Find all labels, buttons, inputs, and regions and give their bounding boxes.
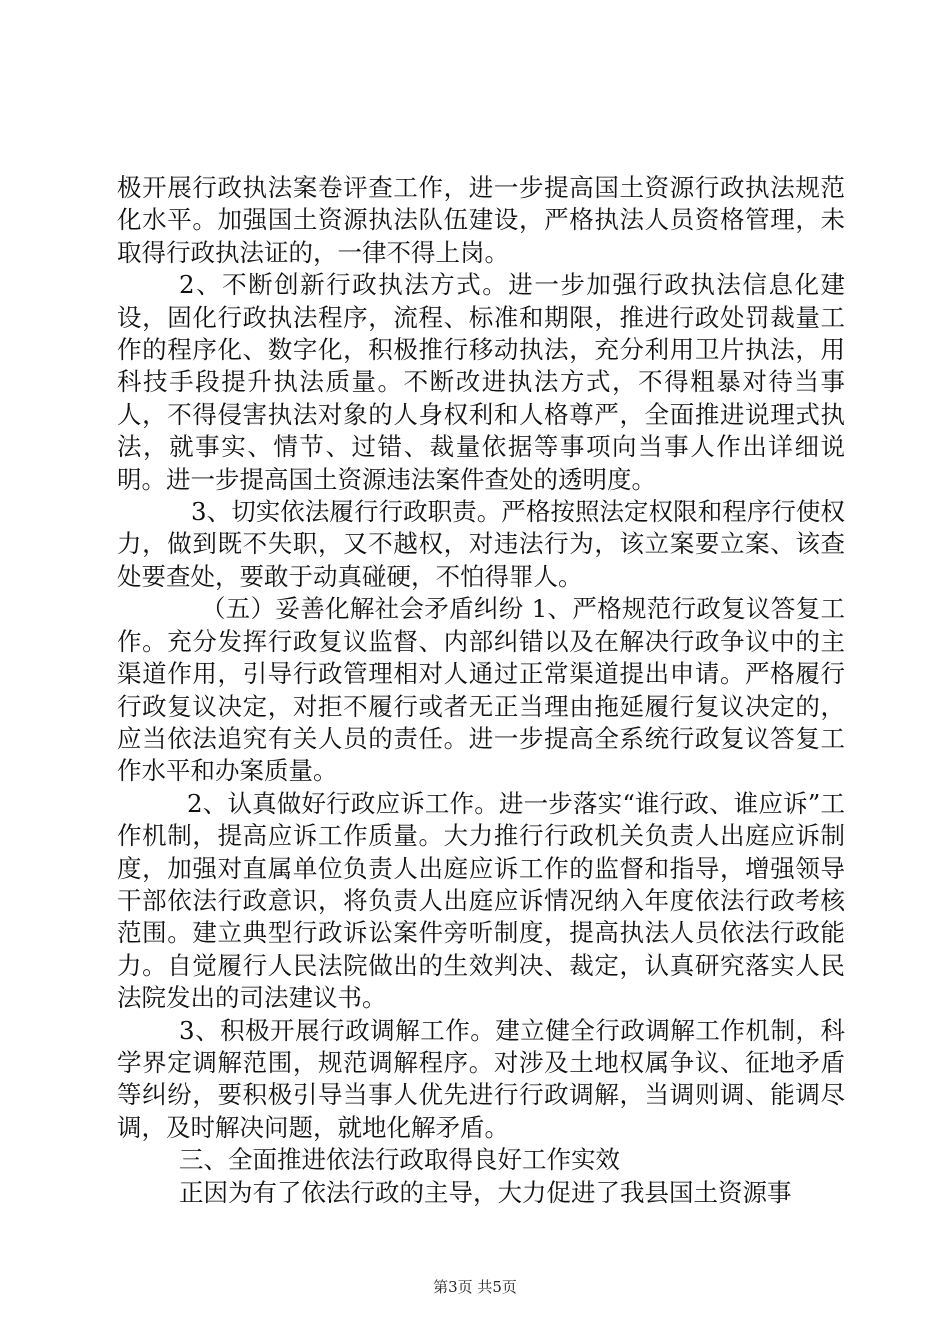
page-number-footer: 第3页 共5页	[433, 1278, 517, 1296]
paragraph-4: （五）妥善化解社会矛盾纠纷 1、严格规范行政复议答复工作。充分发挥行政复议监督、内部纠错以及在解决行政争议中的主渠道作用，引导行政管理相对人通过正常渠道提出申请。严格履行行政复议决定，对拒不履行或者无正当理由拖延履行复议决定的，应当依法追究有关人员的责任。进一步提高全系统行政复议答复工作水平和办案质量。	[117, 594, 845, 786]
document-body	[117, 172, 845, 1209]
paragraph-2: 2、不断创新行政执法方式。进一步加强行政执法信息化建设，固化行政执法程序，流程、标准和期限，推进行政处罚裁量工作的程序化、数字化，积极推行移动执法，充分利用卫片执法，用科技手段提升执法质量。不断改进执法方式，不得粗暴对待当事人，不得侵害执法对象的人身权利和人格尊严，全面推进说理式执法，就事实、情节、过错、裁量依据等事项向当事人作出详细说明。进一步提高国土资源违法案件查处的透明度。	[117, 270, 845, 494]
paragraph-7: 正因为有了依法行政的主导，大力促进了我县国土资源事	[179, 1177, 792, 1207]
paragraph-1: 极开展行政执法案卷评查工作，进一步提高国土资源行政执法规范化水平。加强国土资源执法队伍建设，严格执法人员资格管理，未取得行政执法证的，一律不得上岗。	[117, 173, 845, 267]
paragraph-5: 2、认真做好行政应诉工作。进一步落实“谁行政、谁应诉”工作机制，提高应诉工作质量。大力推行行政机关负责人出庭应诉制度，加强对直属单位负责人出庭应诉工作的监督和指导，增强领导干部依法行政意识，将负责人出庭应诉情况纳入年度依法行政考核范围。建立典型行政诉讼案件旁听制度，提高执法人员依法行政能力。自觉履行人民法院做出的生效判决、裁定，认真研究落实人民法院发出的司法建议书。	[117, 788, 845, 1013]
paragraph-6: 3、积极开展行政调解工作。建立健全行政调解工作机制，科学界定调解范围，规范调解程序。对涉及土地权属争议、征地矛盾等纠纷，要积极引导当事人优先进行行政调解，当调则调、能调尽调，及时解决问题，就地化解矛盾。	[117, 1015, 845, 1142]
section-heading: 三、全面推进依法行政取得良好工作实效	[179, 1145, 620, 1175]
paragraph-3: 3、切实依法履行行政职责。严格按照法定权限和程序行使权力，做到既不失职，又不越权，对违法行为，该立案要立案、该查处要查处，要敢于动真碰硬，不怕得罪人。	[117, 497, 845, 591]
